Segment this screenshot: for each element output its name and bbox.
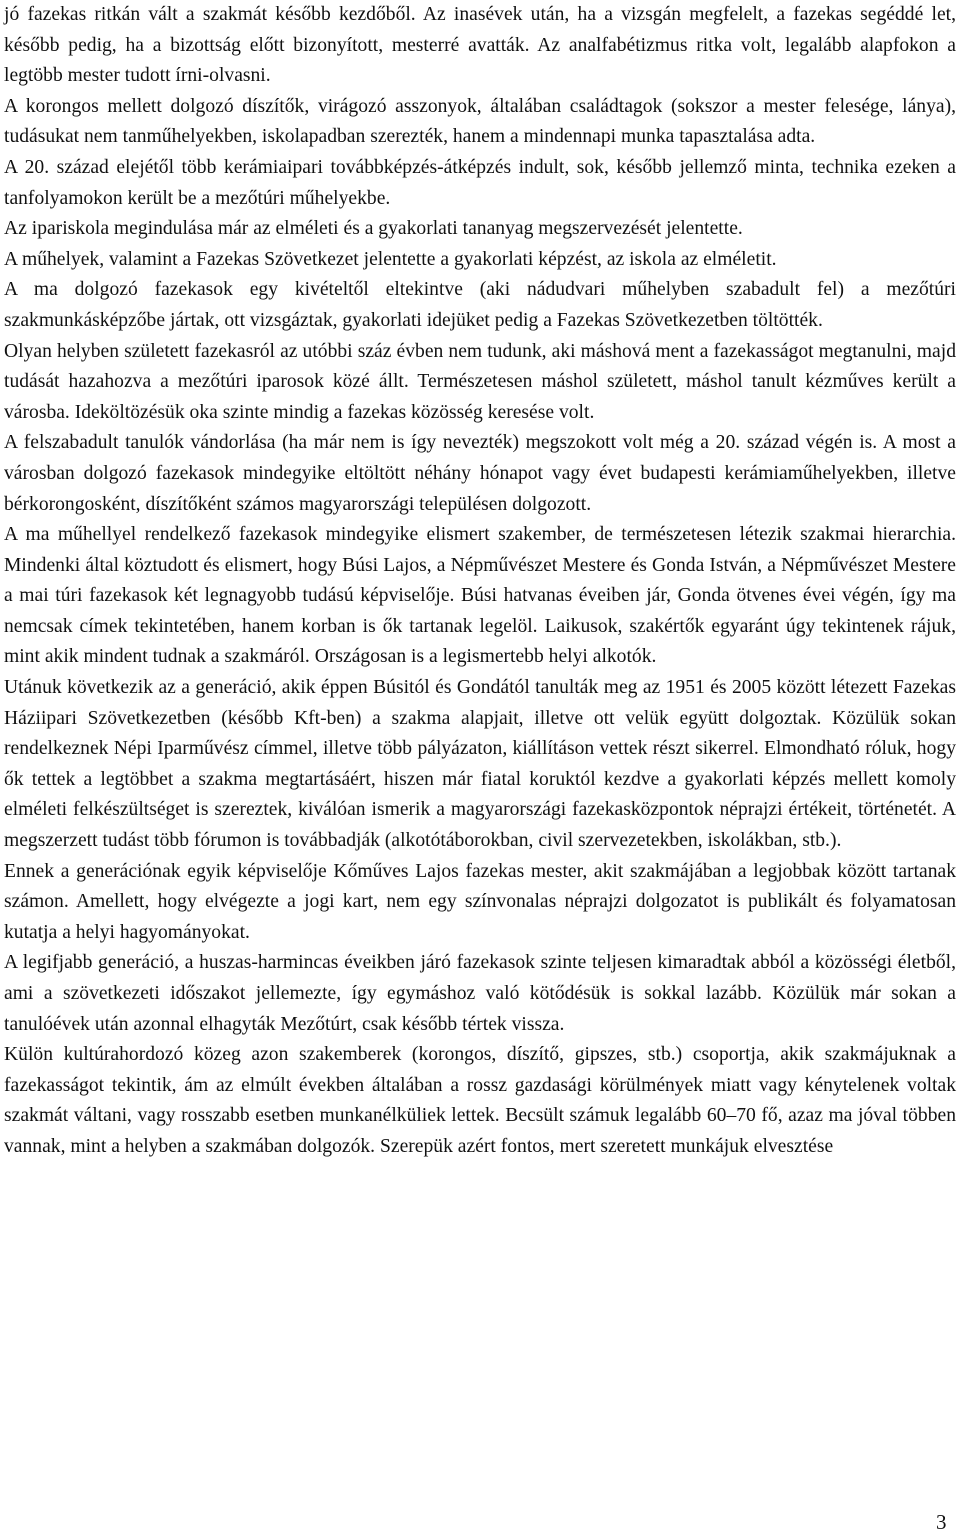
paragraph-8: A felszabadult tanulók vándorlása (ha már nem is így nevezték) megszokott volt még a 20. század végén is. A most a városban dolgozó fazekasok mindegyike eltöltött néhány hónapot vagy évet budapesti kerámiaműhelyekben, illetve bérkorongosként, díszítőként számos magyarországi településen dolgozott. (4, 432, 956, 515)
paragraph-1: jó fazekas ritkán vált a szakmát később kezdőből. Az inasévek után, ha a vizsgán megfelelt, a fazekas segéddé let, később pedig, ha a bizottság előtt bizonyított, mesterré avatták. Az analfabétizmus ritka volt, legalább alapfokon a legtöbb mester tudott írni-olvasni. (4, 4, 956, 87)
paragraph-12: A legifjabb generáció, a huszas-harmincas éveikben járó fazekasok szinte teljesen kimaradtak abból a közösségi életből, ami a szövetkezeti időszakot jellemezte, így egymáshoz való kötődésük is sokkal lazább. Közülük már sokan a tanulóévek után azonnal elhagyták Mezőtúrt, csak később tértek vissza. (4, 952, 956, 1035)
paragraph-10: Utánuk következik az a generáció, akik éppen Búsitól és Gondától tanulták meg az 1951 és 2005 között létezett Fazekas Háziipari Szövetkezetben (később Kft-ben) a szakma alapjait, illetve ott velük együtt dolgoztak. Közülük sokan rendelkeznek Népi Iparművész címmel, illetve több pályázaton, kiállításon vettek részt sikerrel. Elmondható róluk, hogy ők tettek a legtöbbet a szakma megtartásáért, hiszen már fiatal koruktól kezdve a gyakorlati képzés mellett komoly elméleti felkészültséget is szereztek, kiválóan ismerik a magyarországi fazekasközpontok néprajzi értékeit, történetét. A megszerzett tudást több fórumon is továbbadják (alkotótáborokban, civil szervezetekben, iskolákban, stb.). (4, 677, 956, 852)
paragraph-2: A korongos mellett dolgozó díszítők, virágozó asszonyok, általában családtagok (sokszor a mester felesége, lánya), tudásukat nem tanműhelyekben, iskolapadban szerezték, hanem a mindennapi munka tapasztalása adta. (4, 95, 956, 148)
paragraph-5: A műhelyek, valamint a Fazekas Szövetkezet jelentette a gyakorlati képzést, az iskola az elméletit. (4, 248, 777, 270)
paragraph-3: A 20. század elejétől több kerámiaipari továbbképzés-átképzés indult, sok, később jellemző minta, technika ezeken a tanfolyamokon került be a mezőtúri műhelyekbe. (4, 156, 956, 209)
paragraph-6: A ma dolgozó fazekasok egy kivételtől eltekintve (aki nádudvari műhelyben szabadult fel) a mezőtúri szakmunkásképzőbe jártak, ott vizsgáztak, gyakorlati idejüket pedig a Fazekas Szövetkezetben töltötték. (4, 279, 956, 331)
document-page (4, 0, 956, 1163)
paragraph-4: Az ipariskola megindulása már az elméleti és a gyakorlati tananyag megszervezését jelentette. (4, 218, 743, 240)
paragraph-7: Olyan helyben született fazekasról az utóbbi száz évben nem tudunk, aki máshová ment a fazekasságot megtanulni, majd tudását hazahozva a mezőtúri iparosok közé állt. Természetesen máshol született, máshol tanult kézműves került a városba. Ideköltözésük oka szinte mindig a fazekas közösség keresése volt. (4, 340, 956, 423)
paragraph-13: Külön kultúrahordozó közeg azon szakemberek (korongos, díszítő, gipszes, stb.) csoportja, akik szakmájuknak a fazekasságot tekintik, ám az elmúlt években általában a rossz gazdasági körülmények miatt vagy kénytelenek voltak szakmát váltani, vagy rosszabb esetben munkanélküliek lettek. Becsült számuk legalább 60–70 fő, azaz ma jóval többen vannak, mint a helyben a szakmában dolgozók. Szerepük azért fontos, mert szeretett munkájuk elvesztése (4, 1044, 956, 1157)
page-number: 3 (936, 1510, 947, 1534)
paragraph-11: Ennek a generációnak egyik képviselője Kőműves Lajos fazekas mester, akit szakmájában a legjobbak között tartanak számon. Amellett, hogy elvégezte a jogi kart, nem egy színvonalas néprajzi dolgozatot is publikált és folyamatosan kutatja a helyi hagyományokat. (4, 860, 956, 943)
paragraph-9: A ma műhellyel rendelkező fazekasok mindegyike elismert szakember, de természetesen létezik szakmai hierarchia. Mindenki által köztudott és elismert, hogy Búsi Lajos, a Népművészet Mestere és Gonda István, a Népművészet Mestere a mai túri fazekasok két legnagyobb tudású képviselője. Búsi hatvanas éveiben jár, Gonda ötvenes évei végén, így ma nemcsak címek tekintetében, hanem korban is ők tartanak legelöl. Laikusok, szakértők egyaránt úgy tekintenek rájuk, mint akik mindent tudnak a szakmáról. Országosan is a legismertebb helyi alkotók. (4, 524, 956, 668)
